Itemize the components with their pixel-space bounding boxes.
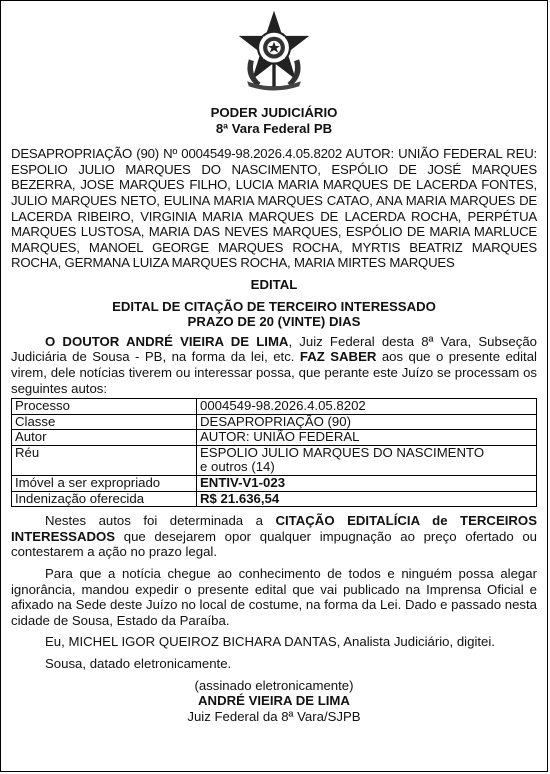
signature-note: (assinado eletronicamente): [194, 677, 354, 693]
brazil-coat-of-arms-icon: [232, 9, 316, 93]
table-row: [12, 445, 537, 475]
imovel-value: ENTIV-V1-023: [197, 476, 537, 492]
autor-label: Autor: [12, 430, 197, 446]
autor-value: AUTOR: UNIÃO FEDERAL: [197, 430, 537, 446]
reu-label: Réu: [12, 445, 197, 475]
edital-title: [11, 299, 537, 330]
citation-bold: CITAÇÃO EDITALÍCIA de TERCEIROS INTERESSADOS: [11, 513, 537, 544]
faz-saber: FAZ SABER: [299, 349, 377, 365]
judge-name: O DOUTOR ANDRÉ VIEIRA DE LIMA: [45, 333, 289, 349]
citation-pre: Nestes autos foi determinada a: [45, 513, 276, 529]
edital-title-line2: PRAZO DE 20 (VINTE) DIAS: [187, 314, 361, 330]
reu-value-line1: ESPOLIO JULIO MARQUES DO NASCIMENTO: [200, 444, 485, 460]
process-table: [11, 398, 537, 507]
parties-text: DESAPROPRIAÇÃO (90) Nº 0004549-98.2026.4.05.8202 AUTOR: UNIÃO FEDERAL REU: ESPOLIO JULIO MARQUES DO NASCIMENTO, ESPÓLIO DE JOSÉ MARQUES BEZERRA, JOSE MARQUES FILHO, LUCIA MARIA MARQUES DE LACERDA FONTES, JULIO MARQUES NETO, EULINA MARIA MARQUES CATAO, ANA MARIA MARQUES DE LACERDA RIBEIRO, VIRGINIA MARIA MARQUES DE LACERDA ROCHA, PERPÉTUA MARQUES LUSTOSA, MARIA DAS NEVES MARQUES, ESPÓLIO DE MARIA MARLUCE MARQUES, MANOEL GEORGE MARQUES ROCHA, MYRTIS BEATRIZ MARQUES ROCHA, GERMANA LUIZA MARQUES ROCHA, MARIA MIRTES MARQUES: [11, 146, 537, 271]
publication-paragraph: Para que a notícia chegue ao conhecimento de todos e ninguém possa alegar ignorância, mandou expedir o presente edital que vai publicado na Imprensa Oficial e afixado na Sede deste Juízo no local de costume, na forma da Lei. Dado e passado nesta cidade de Sousa, Estado da Paraíba.: [11, 566, 537, 628]
table-row: [12, 399, 537, 415]
indenizacao-value: R$ 21.636,54: [197, 491, 537, 507]
typist-paragraph: Eu, MICHEL IGOR QUEIROZ BICHARA DANTAS, Analista Judiciário, digitei.: [45, 634, 495, 650]
table-row: [12, 476, 537, 492]
processo-label: Processo: [12, 399, 197, 415]
classe-value: DESAPROPRIAÇÃO (90): [197, 414, 537, 430]
indenizacao-label: Indenização oferecida: [12, 491, 197, 507]
table-row: [12, 430, 537, 446]
edital-label: EDITAL: [250, 276, 298, 292]
intro-text-2: aos que o presente edital virem, dele notícias tiverem ou interessar possa, que perante este Juízo se processam os seguintes autos:: [11, 349, 537, 396]
processo-value: 0004549-98.2026.4.05.8202: [197, 399, 537, 415]
signature-name: ANDRÉ VIEIRA DE LIMA: [198, 693, 350, 709]
signature-role: Juiz Federal da 8ª Vara/SJPB: [187, 708, 361, 724]
imovel-label: Imóvel a ser expropriado: [12, 476, 197, 492]
intro-paragraph: [11, 334, 537, 396]
signature-block: [11, 678, 537, 725]
edital-title-line1: EDITAL DE CITAÇÃO DE TERCEIRO INTERESSADO: [112, 298, 436, 314]
reu-value-line2: e outros (14): [200, 459, 275, 475]
org-heading: PODER JUDICIÁRIO: [210, 105, 338, 120]
date-paragraph: Sousa, datado eletronicamente.: [45, 656, 232, 671]
court-heading: 8ª Vara Federal PB: [215, 120, 333, 136]
classe-label: Classe: [12, 414, 197, 430]
intro-text-1: , Juiz Federal desta 8ª Vara, Subseção Judiciária de Sousa - PB, na forma da lei, etc.: [11, 333, 538, 365]
citation-paragraph: [11, 513, 537, 560]
table-row: [12, 414, 537, 430]
reu-value: [197, 445, 537, 475]
citation-post: que desejarem opor qualquer impugnação ao preço ofertado ou contestarem a ação no prazo legal.: [11, 528, 537, 560]
table-row: [12, 491, 537, 507]
